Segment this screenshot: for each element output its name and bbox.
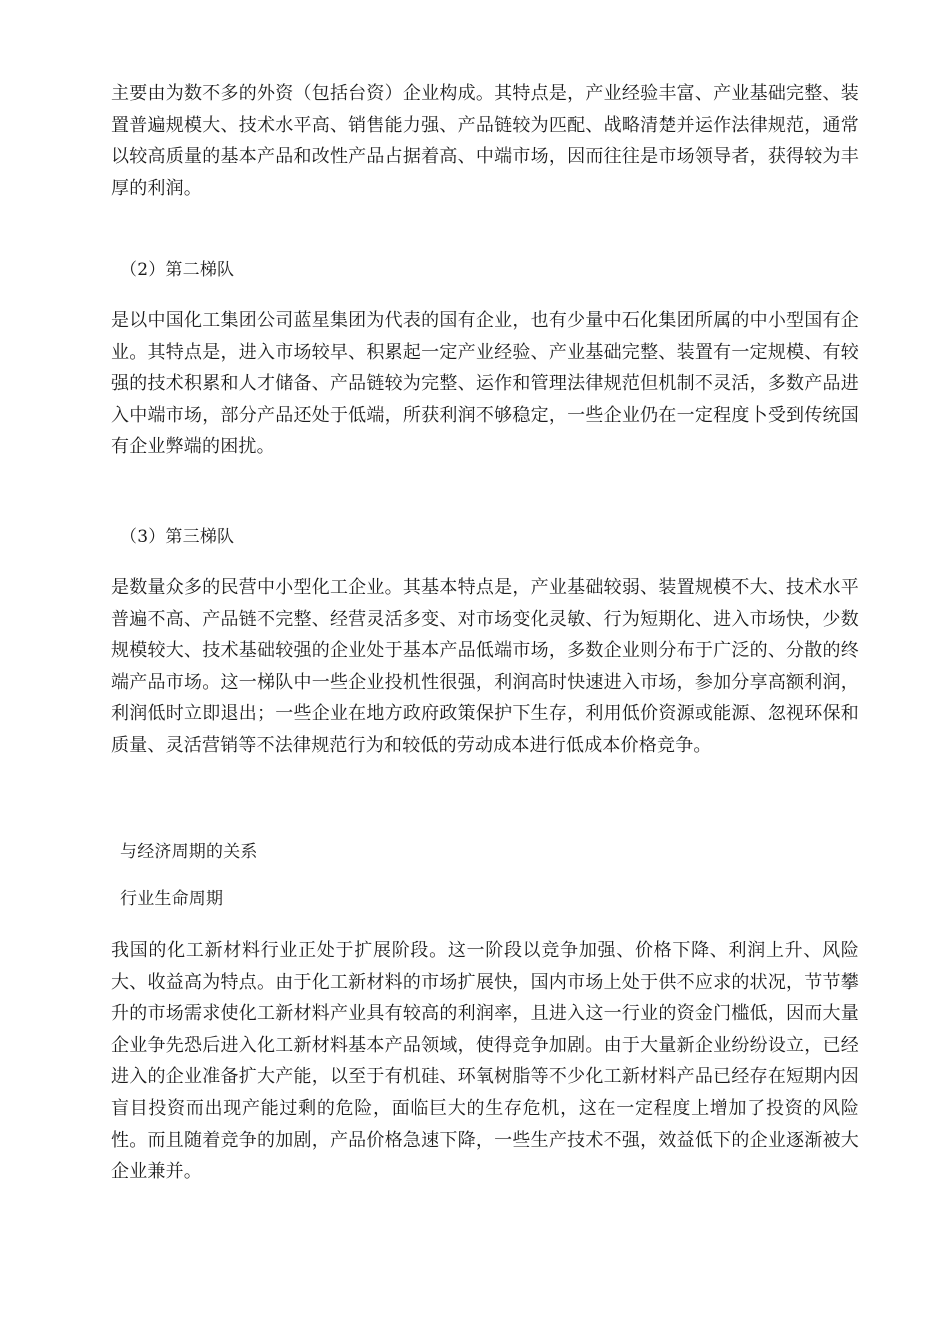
heading-second-tier: （2）第二梯队 bbox=[120, 260, 235, 280]
heading-economic-cycle: 与经济周期的关系 bbox=[120, 842, 258, 862]
paragraph-state-owned-enterprises: 是以中国化工集团公司蓝星集团为代表的国有企业，也有少量中石化集团所属的中小型国有企业。其特点是，进入市场较早、积累起一定产业经验、产业基础完整、装置有一定规模、有较强的技术积累和人才储备、产品链较为完整、运作和管理法律规范但机制不灵活，多数产品进入中端市场，部分产品还处于低端，所获利润不够稳定，一些企业仍在一定程度卜受到传统国有企业弊端的困扰。 bbox=[111, 310, 859, 458]
paragraph-foreign-enterprises: 主要由为数不多的外资（包括台资）企业构成。其特点是，产业经验丰富、产业基础完整、装置普遍规模大、技术水平高、销售能力强、产品链较为匹配、战略清楚并运作法律规范，通常以较高质量的基本产品和改性产品占据着高、中端市场，因而往往是市场领导者，获得较为丰厚的利润。 bbox=[111, 83, 859, 199]
heading-third-tier: （3）第三梯队 bbox=[120, 527, 235, 547]
paragraph-private-enterprises: 是数量众多的民营中小型化工企业。其基本特点是，产业基础较弱、装置规模不大、技术水平普遍不高、产品链不完整、经营灵活多变、对市场变化灵敏、行为短期化、进入市场快，少数规模较大、技术基础较强的企业处于基本产品低端市场，多数企业则分布于广泛的、分散的终端产品市场。这一梯队中一些企业投机性很强，利润高时快速进入市场，参加分享高额利润，利润低时立即退出；一些企业在地方政府政策保护下生存，利用低价资源或能源、忽视环保和质量、灵活营销等不法律规范行为和较低的劳动成本进行低成本价格竞争。 bbox=[111, 577, 859, 756]
heading-industry-lifecycle: 行业生命周期 bbox=[120, 889, 224, 909]
paragraph-expansion-stage: 我国的化工新材料行业正处于扩展阶段。这一阶段以竞争加强、价格下降、利润上升、风险大、收益高为特点。由于化工新材料的市场扩展快，国内市场上处于供不应求的状况，节节攀升的市场需求使化工新材料产业具有较高的利润率，且进入这一行业的资金门槛低，因而大量企业争先恐后进入化工新材料基本产品领域，使得竞争加剧。由于大量新企业纷纷设立，已经进入的企业准备扩大产能，以至于有机硅、环氧树脂等不少化工新材料产品已经存在短期内因盲目投资而出现产能过剩的危险，面临巨大的生存危机，这在一定程度上增加了投资的风险性。而且随着竞争的加剧，产品价格急速下降，一些生产技术不强，效益低下的企业逐渐被大企业兼并。 bbox=[111, 940, 859, 1183]
